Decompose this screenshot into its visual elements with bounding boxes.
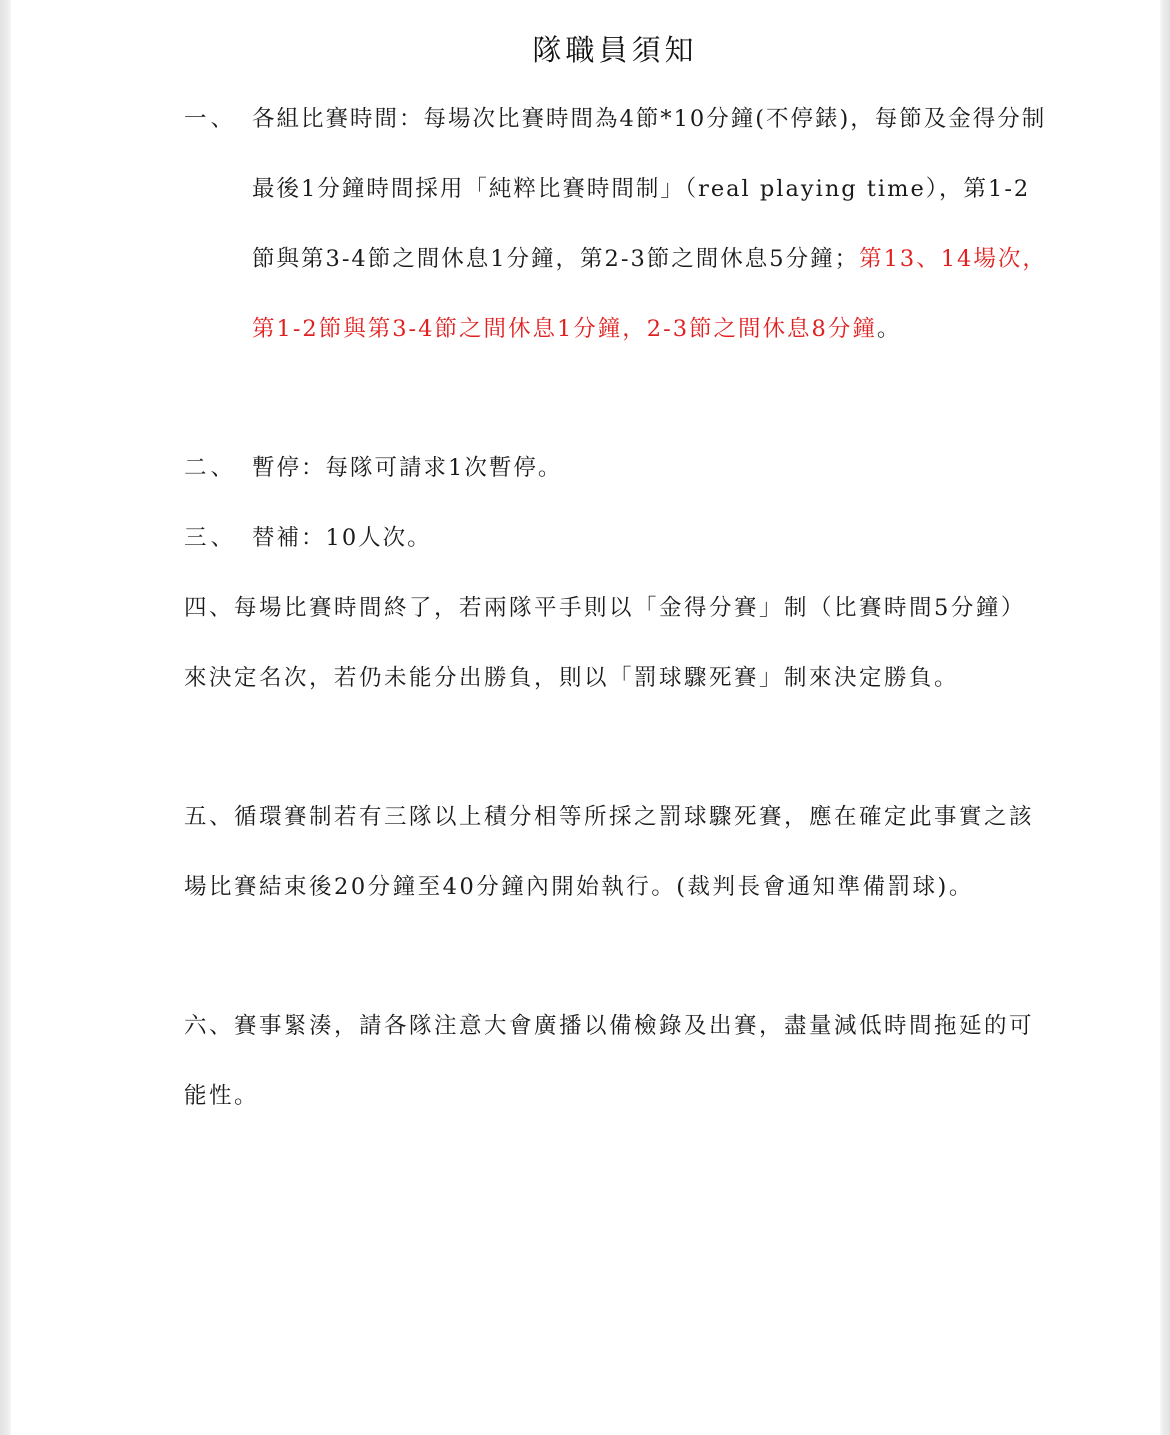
item-2-number: 二、: [184, 455, 238, 481]
item-3-text: 替補：10人次。: [252, 525, 432, 551]
item-5: 五、循環賽制若有三隊以上積分相等所採之罰球驟死賽，應在確定此事實之該場比賽結束後20分鐘至40分鐘內開始執行。(裁判長會通知準備罰球)。: [184, 804, 1035, 900]
item-1-number: 一、: [184, 106, 238, 132]
page-edge-shadow-left: [0, 0, 11, 1435]
item-1-end: 。: [876, 316, 902, 342]
item-2-text: 暫停：每隊可請求1次暫停。: [252, 455, 563, 481]
item-1-red-notice: 第13、14場次，第1-2節與第3-4節之間休息1分鐘，2-3節之間休息8分鐘: [252, 246, 1047, 342]
page-edge-shadow-right: [1160, 0, 1170, 1435]
item-4: 四、每場比賽時間終了，若兩隊平手則以「金得分賽」制（比賽時間5分鐘）來決定名次，若仍未能分出勝負，則以「罰球驟死賽」制來決定勝負。: [184, 595, 1026, 691]
item-3-number: 三、: [184, 525, 238, 551]
item-3: [184, 503, 1054, 573]
item-2: [184, 433, 1054, 503]
item-6: 六、賽事緊湊，請各隊注意大會廣播以備檢錄及出賽，盡量減低時間拖延的可能性。: [184, 1013, 1035, 1109]
item-1-body: [252, 84, 1054, 364]
document-title: 隊職員須知: [532, 33, 698, 67]
item-1-text: 各組比賽時間：每場次比賽時間為4節*10分鐘(不停錶)，每節及金得分制最後1分鐘時間採用「純粹比賽時間制」（real playing time），第1-2節與第3-4節之間休息1分鐘，第2-3節之間休息5分鐘；: [252, 106, 1047, 272]
item-1: [184, 84, 1054, 364]
